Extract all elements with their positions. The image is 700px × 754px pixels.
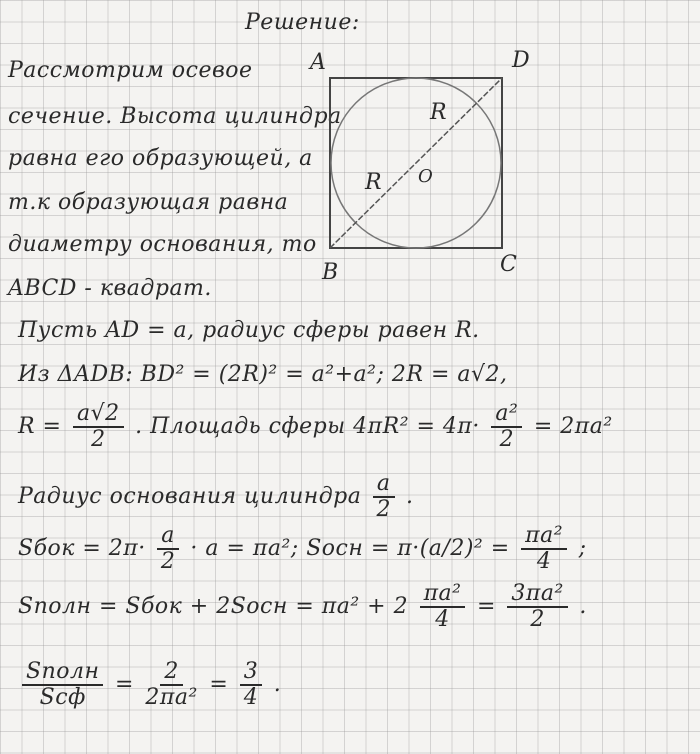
numerator: Sполн: [22, 660, 103, 686]
text: =: [476, 594, 496, 620]
fraction: [22, 660, 103, 710]
fraction: [240, 660, 263, 710]
numerator: a√2: [73, 402, 124, 428]
denominator: 2: [530, 607, 545, 633]
numerator: πa²: [420, 582, 466, 608]
label-c: C: [500, 252, 517, 277]
text-line: сечение. Высота цилиндра: [8, 104, 342, 129]
label-b: B: [322, 260, 339, 285]
numerator: 3πa²: [507, 582, 567, 608]
numerator: πa²: [521, 524, 567, 550]
text-line-from-triangle: Из ΔADB: BD² = (2R)² = a²+a²; 2R = a√2,: [18, 362, 508, 387]
text: R =: [18, 414, 62, 440]
text: Sбок = 2π·: [18, 536, 146, 562]
denominator: Sсф: [39, 685, 86, 711]
denominator: 4: [243, 685, 259, 711]
formula-s-total: [18, 582, 587, 632]
title: Решение:: [245, 10, 360, 35]
denominator: 2: [376, 497, 391, 523]
formula-base-radius: [18, 472, 414, 522]
text: Sполн = Sбок + 2Sосн = πa² + 2: [18, 594, 409, 620]
text: Радиус основания цилиндра: [18, 484, 362, 510]
label-d: D: [512, 48, 530, 73]
text-line: равна его образующей, а: [8, 146, 313, 171]
numerator: 2: [160, 660, 183, 686]
text: .: [273, 672, 282, 698]
formula-ratio: [18, 660, 281, 710]
denominator: 4: [435, 607, 450, 633]
text: = 2πa²: [533, 414, 613, 440]
formula-s-side: [18, 524, 586, 574]
denominator: 2: [91, 427, 106, 453]
text-line: Рассмотрим осевое: [8, 58, 253, 83]
text-line: ABCD - квадрат.: [8, 276, 212, 301]
fraction: [507, 582, 567, 632]
fraction: [373, 472, 395, 522]
numerator: a: [373, 472, 395, 498]
numerator: a: [157, 524, 179, 550]
text: ;: [578, 536, 587, 562]
fraction: [521, 524, 567, 574]
text-line: диаметру основания, то: [8, 232, 317, 257]
text: =: [209, 672, 229, 698]
text: .: [579, 594, 587, 620]
label-r-lower: R: [365, 170, 382, 195]
label-r-upper: R: [430, 100, 447, 125]
text: · a = πa²; Sосн = π·(a/2)² =: [190, 536, 510, 562]
label-a: A: [310, 50, 326, 75]
text: =: [114, 672, 134, 698]
fraction: [73, 402, 124, 452]
fraction: [420, 582, 466, 632]
fraction: [157, 524, 179, 574]
denominator: 2: [499, 427, 515, 453]
denominator: 4: [536, 549, 552, 575]
text-line-let: Пусть AD = a, радиус сферы равен R.: [18, 318, 480, 343]
numerator: 3: [240, 660, 263, 686]
text: . Площадь сферы 4πR² = 4π·: [135, 414, 480, 440]
denominator: 2πa²: [145, 685, 198, 711]
numerator: a²: [491, 402, 522, 428]
fraction: [145, 660, 197, 710]
text-line: т.к образующая равна: [8, 190, 289, 215]
label-center-o: O: [418, 166, 433, 187]
denominator: 2: [160, 549, 176, 575]
formula-radius-sphere: [18, 402, 613, 452]
fraction: [491, 402, 522, 452]
text: .: [406, 484, 414, 510]
